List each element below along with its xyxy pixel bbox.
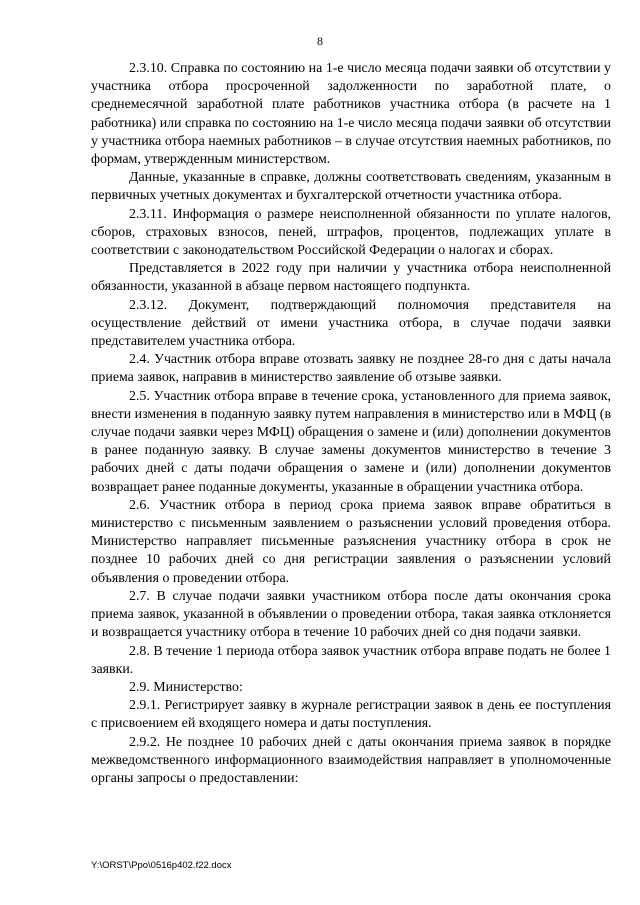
- paragraph: 2.9.1. Регистрирует заявку в журнале регистрации заявок в день ее поступления с присвоением ей входящего номера и даты поступления.: [91, 698, 611, 732]
- paragraph: 2.6. Участник отбора в период срока приема заявок вправе обратиться в министерство с письменным заявлением о разъяснении условий проведения отбора. Министерство направляет письменные разъяснения участнику отбора в срок не позднее 10 рабочих дней со дня регистрации заявления о разъяснении условий объявления о проведении отбора.: [91, 497, 611, 586]
- paragraph: 2.8. В течение 1 периода отбора заявок участник отбора вправе подать не более 1 заявки.: [91, 643, 611, 677]
- footer-file-path: Y:\ORST\Ppo\0516p402.f22.docx: [91, 860, 232, 871]
- paragraph: 2.4. Участник отбора вправе отозвать заявку не позднее 28-го дня с даты начала приема заявок, направив в министерство заявление об отзыве заявки.: [91, 352, 611, 386]
- page-number: 8: [317, 34, 323, 48]
- paragraph: 2.3.11. Информация о размере неисполненной обязанности по уплате налогов, сборов, страховых взносов, пеней, штрафов, процентов, подлежащих уплате в соответствии с законодательством Российской Федерации о налогах и сборах.: [91, 206, 611, 259]
- paragraph: 2.3.10. Справка по состоянию на 1-е число месяца подачи заявки об отсутствии у участника отбора просроченной задолженности по заработной плате, о среднемесячной заработной плате работников участника отбора (в расчете на 1 работника) или справка по состоянию на 1-е число месяца подачи заявки об отсутствии у участника отбора наемных работников – в случае отсутствия наемных работников, по формам, утвержденным министерством.: [91, 61, 611, 168]
- paragraph: 2.9. Министерство:: [129, 679, 243, 695]
- paragraph: Данные, указанные в справке, должны соответствовать сведениям, указанным в первичных учетных документах и бухгалтерской отчетности участника отбора.: [91, 170, 611, 204]
- paragraph: Представляется в 2022 году при наличии у участника отбора неисполненной обязанности, указанной в абзаце первом настоящего подпункта.: [91, 261, 611, 295]
- paragraph: 2.7. В случае подачи заявки участником отбора после даты окончания срока приема заявок, указанной в объявлении о проведении отбора, такая заявка отклоняется и возвращается участнику отбора в течение 10 рабочих дней со дня подачи заявки.: [91, 588, 611, 641]
- paragraph: 2.3.12. Документ, подтверждающий полномочия представителя на осуществление действий от имени участника отбора, в случае подачи заявки представителем участника отбора.: [91, 297, 611, 350]
- document-body: [91, 60, 611, 788]
- paragraph: 2.9.2. Не позднее 10 рабочих дней с даты окончания приема заявок в порядке межведомственного информационного взаимодействия направляет в уполномоченные органы запросы о предоставлении:: [91, 734, 611, 786]
- paragraph: 2.5. Участник отбора вправе в течение срока, установленного для приема заявок, внести изменения в поданную заявку путем направления в министерство или в МФЦ (в случае подачи заявки через МФЦ) обращения о замене и (или) дополнении документов в ранее поданную заявку. В случае замены документов министерство в течение 3 рабочих дней с даты подачи обращения о замене и (или) дополнении документов возвращает ранее поданные документы, указанные в обращении участника отбора.: [91, 388, 611, 495]
